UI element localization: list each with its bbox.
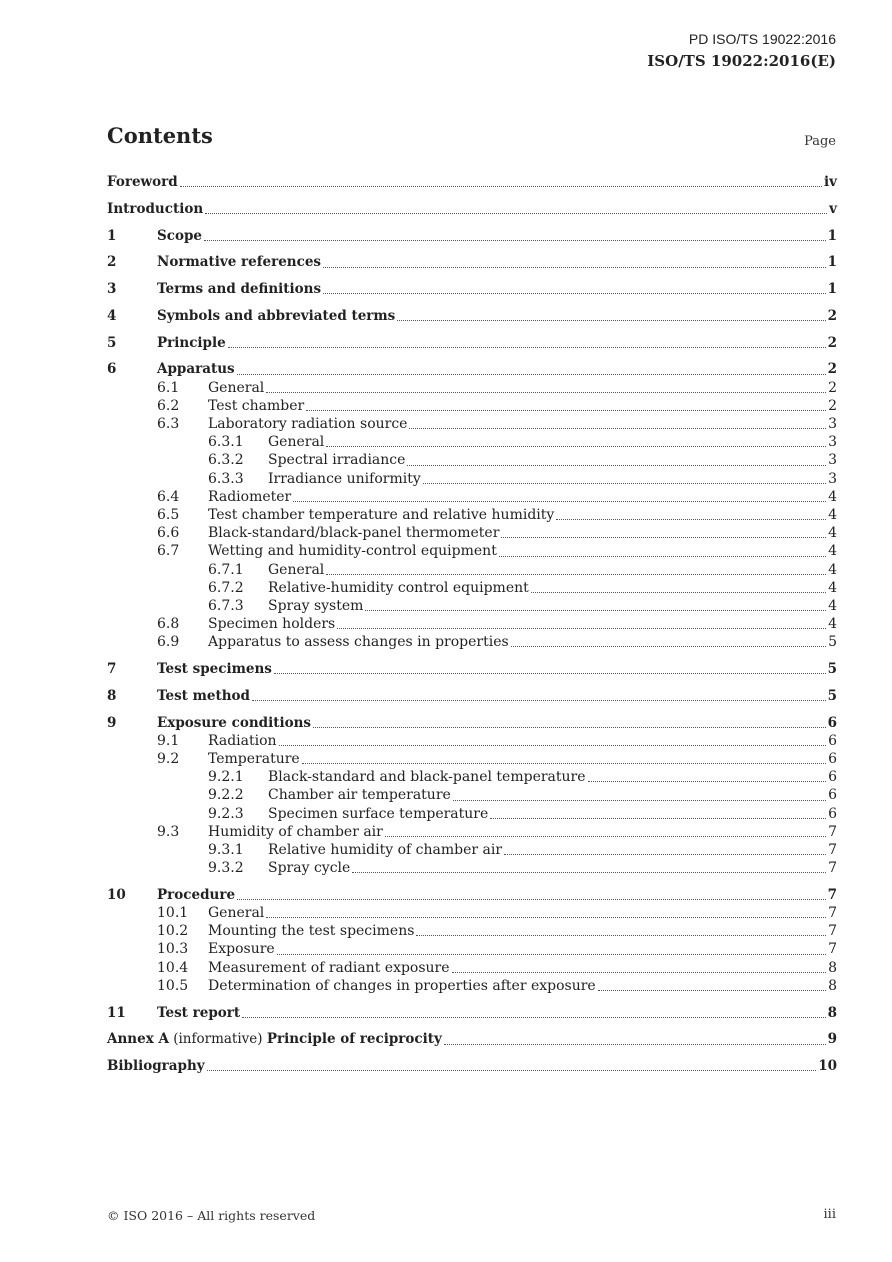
toc-entry-number: 5 xyxy=(107,334,117,351)
toc-entry-title: Relative-humidity control equipment xyxy=(268,579,529,596)
dot-leader xyxy=(598,977,826,995)
toc-entry[interactable] xyxy=(107,823,837,841)
dot-leader xyxy=(365,597,826,615)
toc-entry-title: Temperature xyxy=(208,751,300,767)
toc-entry-number: 8 xyxy=(107,687,117,704)
toc-entry[interactable] xyxy=(107,470,837,488)
toc-entry-title: Introduction xyxy=(107,200,204,217)
toc-entry-page: 5 xyxy=(827,687,837,704)
toc-entry-number: 6.9 xyxy=(157,634,180,651)
toc-entry-title: Foreword xyxy=(107,174,178,190)
toc-entry-number: 10.2 xyxy=(157,923,189,940)
toc-entry-page: 3 xyxy=(828,452,837,469)
toc-entry-page: 4 xyxy=(828,506,837,523)
dot-leader xyxy=(352,859,826,877)
toc-entry-number: 6.4 xyxy=(157,488,180,505)
toc-entry-page: 2 xyxy=(827,334,837,351)
toc-entry-title: Black-standard/black-panel thermometer xyxy=(208,525,500,542)
toc-entry-page: 4 xyxy=(828,543,837,560)
toc-entry-page: 1 xyxy=(827,281,837,298)
toc-entry-number: 6.3.1 xyxy=(208,434,244,451)
toc-entry-number: 6.3 xyxy=(157,416,180,433)
dot-leader xyxy=(397,307,825,325)
page-column-label: Page xyxy=(804,134,836,149)
toc-entry-title: Spray cycle xyxy=(268,860,351,877)
annex-type-note: (informative) xyxy=(168,1031,267,1048)
toc-entry[interactable] xyxy=(107,786,837,804)
toc-entry-page: 6 xyxy=(827,714,837,731)
dot-leader xyxy=(323,280,826,298)
dot-leader xyxy=(180,173,822,191)
toc-entry[interactable] xyxy=(107,433,837,451)
toc-entry-title: Specimen surface temperature xyxy=(268,805,489,822)
toc-entry-page: 2 xyxy=(827,361,837,378)
toc-entry[interactable] xyxy=(107,451,837,469)
toc-entry-page: 5 xyxy=(827,661,837,678)
toc-entry-page: 6 xyxy=(828,805,837,822)
toc-entry-number: 6.7.3 xyxy=(208,597,244,614)
toc-entry-number: 6.7 xyxy=(157,543,180,560)
dot-leader xyxy=(274,660,826,678)
toc-entry[interactable] xyxy=(107,253,837,271)
toc-entry-number: 11 xyxy=(107,1004,126,1021)
toc-entry[interactable] xyxy=(107,633,837,651)
toc-entry-title: Terms and definitions xyxy=(157,281,322,298)
toc-entry-title: Exposure xyxy=(208,941,275,958)
dot-leader xyxy=(313,714,826,732)
toc-entry-title: Scope xyxy=(157,227,203,244)
dot-leader xyxy=(556,506,826,524)
toc-entry[interactable] xyxy=(107,750,837,768)
toc-entry[interactable] xyxy=(107,488,837,506)
toc-entry-number: 6.6 xyxy=(157,525,180,542)
dot-leader xyxy=(423,470,826,488)
toc-entry-title: Spray system xyxy=(268,597,364,614)
toc-entry-number: 6.2 xyxy=(157,397,180,414)
toc-entry-title: General xyxy=(208,905,265,922)
toc-entry-title: General xyxy=(268,434,325,451)
header-standard-id: ISO/TS 19022:2016(E) xyxy=(647,52,836,70)
toc-entry[interactable] xyxy=(107,379,837,397)
toc-entry-title: Measurement of radiant exposure xyxy=(208,959,450,976)
toc-entry-number: 10.3 xyxy=(157,941,189,958)
toc-entry-number: 6.5 xyxy=(157,506,180,523)
dot-leader xyxy=(279,732,827,750)
toc-entry-title: Mounting the test specimens xyxy=(208,923,415,940)
toc-entry-page: 7 xyxy=(828,841,837,858)
dot-leader xyxy=(511,633,826,651)
dot-leader xyxy=(501,524,826,542)
toc-entry-page: 2 xyxy=(828,397,837,414)
toc-entry-page: 1 xyxy=(827,254,837,271)
dot-leader xyxy=(228,334,826,352)
toc-entry[interactable] xyxy=(107,200,837,218)
toc-entry[interactable] xyxy=(107,542,837,560)
dot-leader xyxy=(302,750,826,768)
toc-entry-number: 6.1 xyxy=(157,379,180,396)
toc-entry-title: Apparatus xyxy=(157,361,235,378)
toc-entry-title: Irradiance uniformity xyxy=(268,470,421,487)
toc-entry-page: 8 xyxy=(827,1004,837,1021)
dot-leader xyxy=(293,488,826,506)
toc-entry-page: 4 xyxy=(828,579,837,596)
toc-entry[interactable] xyxy=(107,959,837,977)
toc-entry-page: 7 xyxy=(828,860,837,877)
toc-entry-title: Radiation xyxy=(208,732,277,749)
dot-leader xyxy=(266,379,826,397)
dot-leader xyxy=(237,360,826,378)
toc-entry-title: Test report xyxy=(157,1004,241,1021)
toc-entry[interactable] xyxy=(107,397,837,415)
toc-entry-page: 6 xyxy=(828,751,837,767)
dot-leader xyxy=(337,615,826,633)
toc-entry-page: 4 xyxy=(828,525,837,542)
dot-leader xyxy=(407,451,826,469)
dot-leader xyxy=(207,1057,817,1075)
toc-entry-title: Test method xyxy=(157,687,250,704)
dot-leader xyxy=(306,397,826,415)
toc-entry-page: 7 xyxy=(828,905,837,922)
toc-entry[interactable] xyxy=(107,732,837,750)
toc-entry-number: 9.1 xyxy=(157,732,180,749)
toc-entry[interactable] xyxy=(107,334,837,352)
toc-entry-number: 4 xyxy=(107,307,117,324)
toc-entry[interactable] xyxy=(107,307,837,325)
toc-entry-title: Specimen holders xyxy=(208,616,336,633)
toc-entry-page: 2 xyxy=(827,307,837,324)
toc-entry[interactable] xyxy=(107,660,837,678)
table-of-contents xyxy=(107,173,837,1075)
toc-entry[interactable] xyxy=(107,280,837,298)
toc-entry-number: 7 xyxy=(107,661,117,678)
toc-entry-page: 5 xyxy=(828,634,837,651)
dot-leader xyxy=(385,823,826,841)
footer-copyright: © ISO 2016 – All rights reserved xyxy=(107,1208,316,1223)
toc-entry-title: Chamber air temperature xyxy=(268,787,451,804)
toc-entry-number: 9.2 xyxy=(157,751,180,767)
toc-entry-number: 9.3.2 xyxy=(208,860,244,877)
toc-entry[interactable] xyxy=(107,506,837,524)
toc-entry-title: Normative references xyxy=(157,254,322,271)
dot-leader xyxy=(499,542,826,560)
toc-entry[interactable] xyxy=(107,687,837,705)
dot-leader xyxy=(452,959,827,977)
toc-entry-page: 6 xyxy=(828,787,837,804)
toc-entry[interactable] xyxy=(107,579,837,597)
toc-entry-number: 9.2.3 xyxy=(208,805,244,822)
toc-entry-page: 3 xyxy=(828,434,837,451)
dot-leader xyxy=(409,415,826,433)
toc-entry[interactable] xyxy=(107,805,837,823)
toc-entry-title: Spectral irradiance xyxy=(268,452,406,469)
toc-entry-page: 6 xyxy=(828,732,837,749)
toc-entry-number: 6.3.3 xyxy=(208,470,244,487)
toc-entry-page: 4 xyxy=(828,488,837,505)
toc-entry[interactable] xyxy=(107,1057,837,1075)
dot-leader xyxy=(252,687,826,705)
toc-entry-page: 2 xyxy=(828,379,837,396)
toc-entry-page: 6 xyxy=(828,769,837,786)
dot-leader xyxy=(531,579,826,597)
toc-entry-number: 6.7.1 xyxy=(208,561,244,578)
toc-entry-page: 7 xyxy=(827,886,837,903)
toc-entry-number: 9.3 xyxy=(157,823,180,840)
toc-entry[interactable] xyxy=(107,1030,837,1048)
toc-entry-page: iv xyxy=(824,174,837,190)
toc-entry[interactable] xyxy=(107,524,837,542)
toc-entry[interactable] xyxy=(107,940,837,958)
toc-entry-title: Apparatus to assess changes in properties xyxy=(208,634,509,651)
toc-entry-title: Humidity of chamber air xyxy=(208,823,383,840)
toc-entry[interactable] xyxy=(107,173,837,191)
toc-entry-number: 2 xyxy=(107,254,117,271)
dot-leader xyxy=(444,1030,826,1048)
toc-entry-page: 10 xyxy=(818,1058,837,1075)
toc-entry-number: 10.1 xyxy=(157,905,189,922)
dot-leader xyxy=(242,1004,825,1022)
dot-leader xyxy=(490,805,826,823)
toc-entry-title: Exposure conditions xyxy=(157,714,311,731)
toc-entry[interactable] xyxy=(107,360,837,378)
toc-entry[interactable] xyxy=(107,415,837,433)
toc-entry[interactable] xyxy=(107,859,837,877)
toc-entry-title: General xyxy=(268,561,325,578)
toc-entry[interactable] xyxy=(107,768,837,786)
toc-entry-page: 7 xyxy=(828,823,837,840)
toc-entry-page: 8 xyxy=(828,959,837,976)
toc-entry-number: 6.8 xyxy=(157,616,180,633)
footer-page-number: iii xyxy=(823,1207,836,1222)
dot-leader xyxy=(453,786,826,804)
toc-entry-number: 10.4 xyxy=(157,959,189,976)
dot-leader xyxy=(326,433,826,451)
toc-entry[interactable] xyxy=(107,1004,837,1022)
toc-entry-number: 9 xyxy=(107,714,117,731)
header-document-id: PD ISO/TS 19022:2016 xyxy=(688,31,836,47)
toc-entry-number: 1 xyxy=(107,227,117,244)
dot-leader xyxy=(237,886,826,904)
toc-entry-title: General xyxy=(208,379,265,396)
page-title: Contents xyxy=(107,123,213,148)
toc-entry[interactable] xyxy=(107,841,837,859)
toc-entry-number: 10.5 xyxy=(157,977,189,994)
dot-leader xyxy=(277,940,826,958)
toc-entry-title: Test chamber temperature and relative humidity xyxy=(208,506,555,523)
annex-label: Annex A xyxy=(107,1031,169,1048)
toc-entry-number: 3 xyxy=(107,281,117,298)
toc-entry-page: 4 xyxy=(828,597,837,614)
dot-leader xyxy=(205,200,827,218)
toc-entry-number: 9.2.1 xyxy=(208,769,244,786)
dot-leader xyxy=(416,922,826,940)
dot-leader xyxy=(323,253,826,271)
toc-entry-page: v xyxy=(829,200,837,217)
toc-entry[interactable] xyxy=(107,615,837,633)
toc-entry-title: Procedure xyxy=(157,886,236,903)
toc-entry-title: Wetting and humidity-control equipment xyxy=(208,543,497,560)
toc-entry-title: Determination of changes in properties after exposure xyxy=(208,977,596,994)
toc-entry-title: Relative humidity of chamber air xyxy=(268,841,503,858)
toc-entry-page: 7 xyxy=(828,923,837,940)
toc-entry-title: Laboratory radiation source xyxy=(208,416,408,433)
dot-leader xyxy=(326,561,826,579)
toc-entry-page: 8 xyxy=(828,977,837,994)
toc-entry-title xyxy=(107,1030,444,1048)
toc-entry-title: Principle xyxy=(157,334,226,351)
toc-entry[interactable] xyxy=(107,227,837,245)
toc-entry-number: 10 xyxy=(107,886,126,903)
toc-entry-title: Symbols and abbreviated terms xyxy=(157,307,396,324)
toc-entry-page: 3 xyxy=(828,416,837,433)
toc-entry[interactable] xyxy=(107,886,837,904)
toc-entry[interactable] xyxy=(107,977,837,995)
dot-leader xyxy=(266,904,826,922)
dot-leader xyxy=(204,227,826,245)
dot-leader xyxy=(588,768,827,786)
toc-entry[interactable] xyxy=(107,561,837,579)
toc-entry-title: Black-standard and black-panel temperature xyxy=(268,769,586,786)
toc-entry[interactable] xyxy=(107,597,837,615)
toc-entry-page: 7 xyxy=(828,941,837,958)
toc-entry-page: 4 xyxy=(828,561,837,578)
toc-entry-number: 6 xyxy=(107,361,117,378)
toc-entry-number: 6.7.2 xyxy=(208,579,244,596)
toc-entry-title: Test chamber xyxy=(208,397,305,414)
toc-entry-title: Bibliography xyxy=(107,1058,205,1075)
toc-entry-title: Test specimens xyxy=(157,661,272,678)
toc-entry-number: 6.3.2 xyxy=(208,452,244,469)
toc-entry-number: 9.2.2 xyxy=(208,787,244,804)
toc-entry-page: 3 xyxy=(828,470,837,487)
toc-entry-page: 1 xyxy=(827,227,837,244)
toc-entry[interactable] xyxy=(107,904,837,922)
toc-entry[interactable] xyxy=(107,714,837,732)
annex-title: Principle of reciprocity xyxy=(266,1031,442,1048)
toc-entry-page: 4 xyxy=(828,616,837,633)
toc-entry[interactable] xyxy=(107,922,837,940)
toc-entry-page: 9 xyxy=(827,1031,837,1048)
toc-entry-title: Radiometer xyxy=(208,488,292,505)
dot-leader xyxy=(504,841,826,859)
toc-entry-number: 9.3.1 xyxy=(208,841,244,858)
